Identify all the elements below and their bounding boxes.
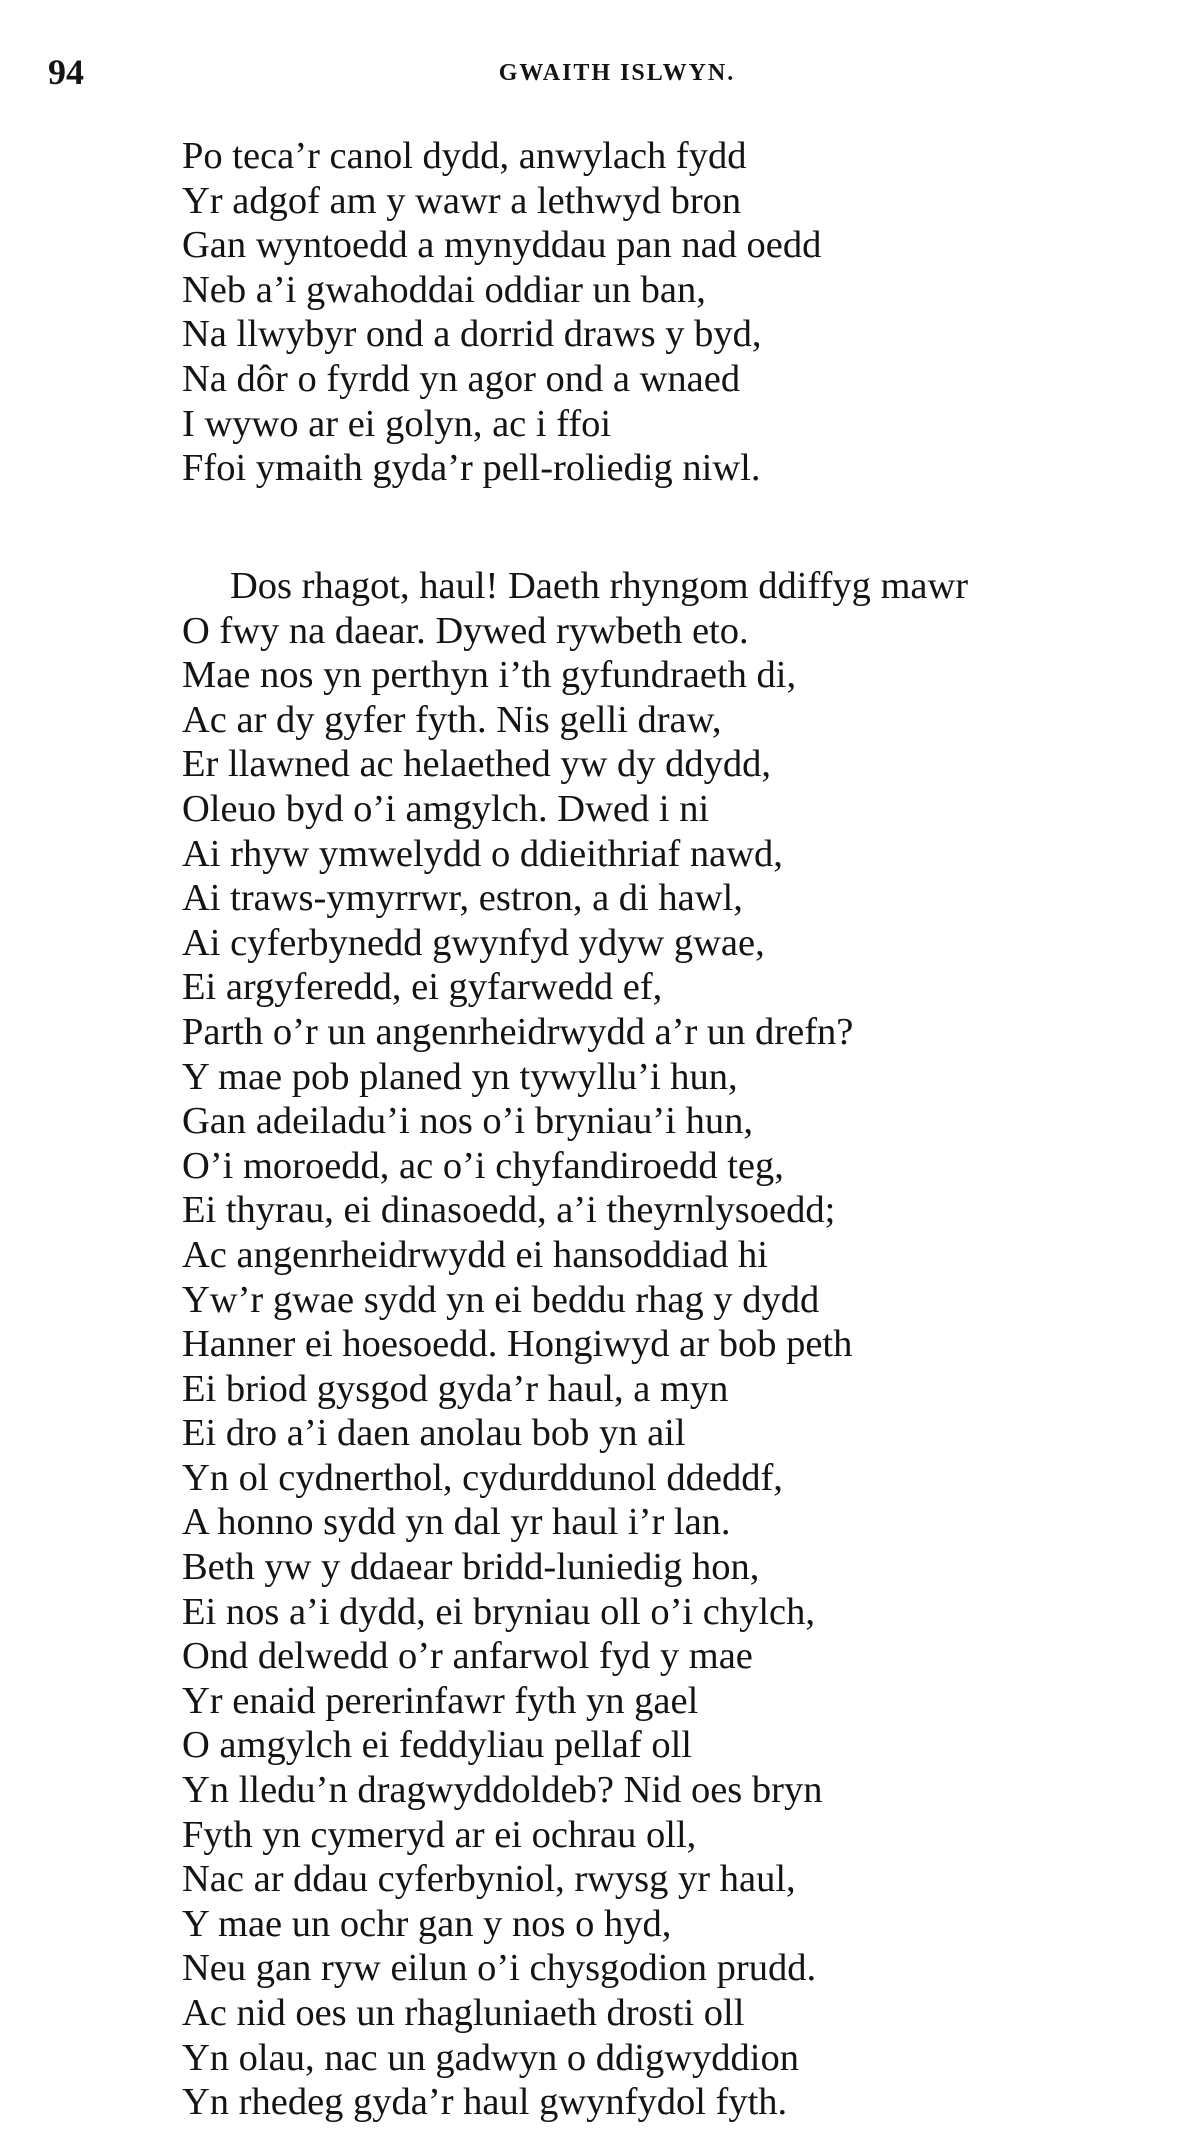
verse-line: Ai traws-ymyrrwr, estron, a di hawl, xyxy=(182,877,743,920)
stanza-2 xyxy=(182,564,968,2125)
verse-line: Parth o’r un angenrheidrwydd a’r un drefn? xyxy=(182,1010,854,1053)
verse-line: Yr adgof am y wawr a lethwyd bron xyxy=(182,179,742,222)
verse-line: Gan wyntoedd a mynyddau pan nad oedd xyxy=(182,224,822,267)
verse-line: Fyth yn cymeryd ar ei ochrau oll, xyxy=(182,1813,697,1856)
verse-line: Ei briod gysgod gyda’r haul, a myn xyxy=(182,1367,729,1410)
verse-line: Ai cyferbynedd gwynfyd ydyw gwae, xyxy=(182,921,765,964)
verse-line: Oleuo byd o’i amgylch. Dwed i ni xyxy=(182,787,710,830)
verse-line: Ffoi ymaith gyda’r pell-roliedig niwl. xyxy=(182,447,761,490)
verse-line: Yn rhedeg gyda’r haul gwynfydol fyth. xyxy=(182,2081,788,2124)
verse-line: Ac ar dy gyfer fyth. Nis gelli draw, xyxy=(182,698,722,741)
verse-line: Yw’r gwae sydd yn ei beddu rhag y dydd xyxy=(182,1278,820,1321)
verse-line: Ai rhyw ymwelydd o ddieithriaf nawd, xyxy=(182,832,783,875)
verse-line: O’i moroedd, ac o’i chyfandiroedd teg, xyxy=(182,1144,784,1187)
verse-line: Nac ar ddau cyferbyniol, rwysg yr haul, xyxy=(182,1858,796,1901)
verse-line: Neu gan ryw eilun o’i chysgodion prudd. xyxy=(182,1947,817,1990)
verse-line: O fwy na daear. Dywed rywbeth eto. xyxy=(182,609,749,652)
verse-line: Po teca’r canol dydd, anwylach fydd xyxy=(182,135,747,177)
verse-line: Er llawned ac helaethed yw dy ddydd, xyxy=(182,743,772,786)
verse-line: O amgylch ei feddyliau pellaf oll xyxy=(182,1724,692,1767)
verse-line: Ei thyrau, ei dinasoedd, a’i theyrnlysoedd; xyxy=(182,1189,836,1232)
verse-line: Yn olau, nac un gadwyn o ddigwyddion xyxy=(182,2036,799,2079)
verse-line: Mae nos yn perthyn i’th gyfundraeth di, xyxy=(182,654,797,697)
verse-line: Yn lledu’n dragwyddoldeb? Nid oes bryn xyxy=(182,1769,823,1812)
verse-line: Yn ol cydnerthol, cydurddunol ddeddf, xyxy=(182,1456,783,1499)
verse-line: Ei nos a’i dydd, ei bryniau oll o’i chylch, xyxy=(182,1590,815,1633)
verse-line: Hanner ei hoesoedd. Hongiwyd ar bob peth xyxy=(182,1323,853,1366)
verse-line: Beth yw y ddaear bridd-luniedig hon, xyxy=(182,1546,760,1589)
verse-line: Y mae un ochr gan y nos o hyd, xyxy=(182,1902,672,1945)
page-header xyxy=(0,52,1204,92)
verse-line: Ac angenrheidrwydd ei hansoddiad hi xyxy=(182,1233,768,1276)
page-number: 94 xyxy=(48,52,84,92)
verse-line: I wywo ar ei golyn, ac i ffoi xyxy=(182,402,612,445)
verse-line: Na dôr o fyrdd yn agor ond a wnaed xyxy=(182,357,741,400)
verse-line: Na llwybyr ond a dorrid draws y byd, xyxy=(182,313,762,356)
verse-line: Ei dro a’i daen anolau bob yn ail xyxy=(182,1412,686,1455)
verse-line: Neb a’i gwahoddai oddiar un ban, xyxy=(182,268,706,311)
verse-line: Ac nid oes un rhagluniaeth drosti oll xyxy=(182,1992,745,2034)
verse-line: A honno sydd yn dal yr haul i’r lan. xyxy=(182,1501,731,1544)
verse-line: Y mae pob planed yn tywyllu’i hun, xyxy=(182,1055,738,1098)
verse-line: Gan adeiladu’i nos o’i bryniau’i hun, xyxy=(182,1100,753,1143)
verse-line: Dos rhagot, haul! Daeth rhyngom ddiffyg mawr xyxy=(230,565,969,607)
stanza-1 xyxy=(182,134,821,491)
verse-line: Yr enaid pererinfawr fyth yn gael xyxy=(182,1679,699,1722)
verse-line: Ond delwedd o’r anfarwol fyd y mae xyxy=(182,1635,753,1678)
verse-line: Ei argyferedd, ei gyfarwedd ef, xyxy=(182,966,663,1009)
running-title: GWAITH ISLWYN. xyxy=(498,60,736,86)
